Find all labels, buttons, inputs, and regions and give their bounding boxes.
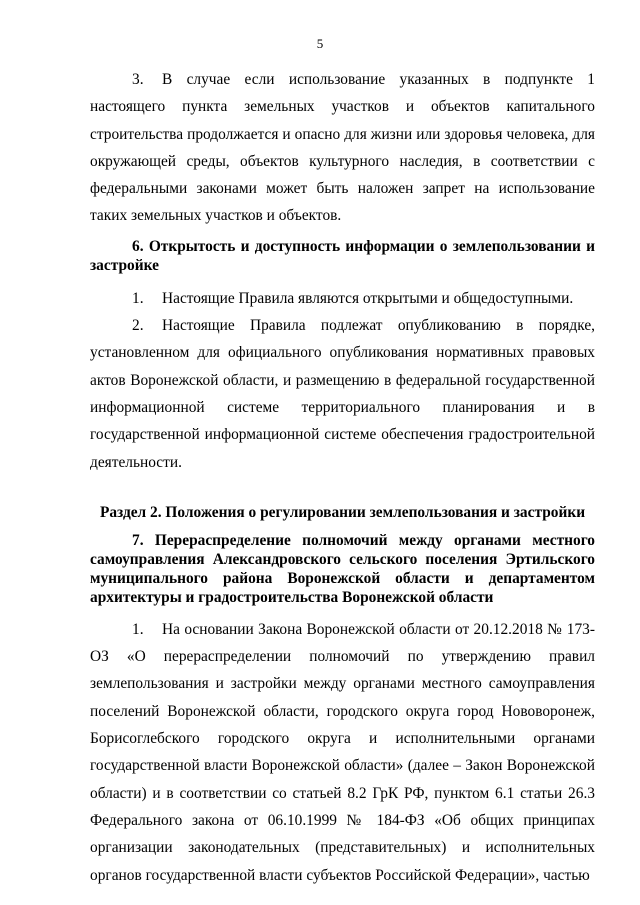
- section-2-title: Раздел 2. Положения о регулировании землепользования и застройки: [99, 503, 586, 521]
- paragraph-text: Настоящие Правила являются открытыми и общедоступными.: [162, 289, 574, 307]
- paragraph-text: Настоящие Правила подлежат опубликованию в порядке, установленном для официального опубликования нормативных правовых актов Воронежской области, и размещению в федеральной государственной информационной системе территориального планирования и в государственной информационной системе обеспечения градостроительной деятельности.: [90, 317, 595, 471]
- heading-7: 7. Перераспределение полномочий между органами местного самоуправления Александровского сельского поселения Эртильского муниципального района Воронежской области и департаментом архитектуры и градостроительства Воронежской области: [90, 531, 595, 606]
- page-number: 5: [316, 36, 324, 51]
- item-number: 2.: [132, 317, 144, 335]
- paragraph-6-2: [90, 312, 595, 476]
- heading-6: 6. Открытость и доступность информации о землепользовании и застройке: [90, 237, 595, 274]
- item-number: 1.: [132, 289, 144, 307]
- item-number: 1.: [132, 620, 144, 638]
- paragraph-7-1: [90, 616, 595, 889]
- paragraph-6-1: [90, 285, 595, 312]
- paragraph-text: В случае если использование указанных в подпункте 1 настоящего пункта земельных участков и объектов капитального строительства продолжается и опасно для жизни или здоровья человека, для окружающей среды, объектов культурного наследия, в соответствии с федеральными законами может быть наложен запрет на использование таких земельных участков и объектов.: [90, 71, 595, 225]
- document-body: [90, 60, 595, 889]
- paragraph-item-3: [90, 66, 595, 230]
- item-number: 3.: [132, 71, 144, 88]
- paragraph-text: На основании Закона Воронежской области от 20.12.2018 № 173-ОЗ «О перераспределении полномочий по утверждению правил землепользования и застройки между органами местного самоуправления поселений Воронежской области, городского округа город Нововоронеж, Борисоглебского городского округа и исполнительными органами государственной власти Воронежской области» (далее – Закон Воронежской области) и в соответствии со статьей 8.2 ГрК РФ, пунктом 6.1 статьи 26.3 Федерального закона от 06.10.1999 № 184-ФЗ «Об общих принципах организации законодательных (представительных) и исполнительных органов государственной власти субъектов Российской Федерации», частью: [90, 620, 595, 884]
